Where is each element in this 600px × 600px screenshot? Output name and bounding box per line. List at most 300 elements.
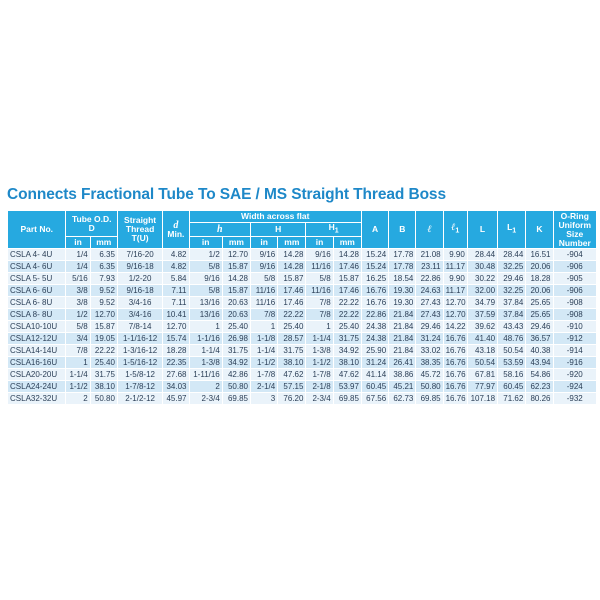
table-cell: 7/8 [251,309,278,321]
table-cell: 1 [251,321,278,333]
part-number-cell: CSLA20-20U [8,369,66,381]
table-row [8,321,597,333]
table-cell: 62.73 [389,393,416,405]
table-cell: 3/4-16 [117,309,162,321]
header-l [416,211,443,249]
table-row [8,261,597,273]
table-body [8,249,597,405]
table-cell: 15.24 [361,261,388,273]
table-cell: -910 [553,321,597,333]
table-cell: -908 [553,309,597,321]
table-cell: 53.59 [498,357,526,369]
table-cell: 1-11/16 [189,369,222,381]
table-cell: 9.90 [443,273,467,285]
table-cell: 71.62 [498,393,526,405]
table-cell: 9/16 [251,249,278,261]
part-number-cell: CSLA12-12U [8,333,66,345]
table-cell: 28.44 [498,249,526,261]
header-tube-od [66,211,117,237]
table-cell: 12.70 [222,249,250,261]
table-cell: 12.70 [443,309,467,321]
table-cell: 30.22 [467,273,497,285]
table-cell: 58.16 [498,369,526,381]
table-cell: 54.86 [526,369,553,381]
table-cell: 21.84 [389,321,416,333]
table-cell: 3/4 [66,333,90,345]
table-cell: 43.43 [498,321,526,333]
table-cell: 17.46 [278,285,306,297]
table-cell: 34.03 [163,381,189,393]
table-cell: -932 [553,393,597,405]
table-cell: 2-1/4 [251,381,278,393]
table-cell: 26.98 [222,333,250,345]
table-cell: 14.22 [443,321,467,333]
table-cell: 17.78 [389,261,416,273]
table-cell: 27.68 [163,369,189,381]
table-cell: 45.72 [416,369,443,381]
table-cell: 1-7/8 [306,369,333,381]
table-cell: 57.15 [278,381,306,393]
table-cell: 16.76 [443,369,467,381]
table-cell: 19.05 [90,333,117,345]
spec-table [7,210,597,405]
table-cell: 7.11 [163,297,189,309]
table-cell: 50.54 [467,357,497,369]
header-l1 [443,211,467,249]
table-cell: 34.92 [333,345,361,357]
table-cell: 25.40 [278,321,306,333]
table-cell: 21.84 [389,309,416,321]
table-cell: 37.84 [498,309,526,321]
header-tube-od-label: Tube O.D. [71,213,112,224]
table-cell: 5/8 [251,273,278,285]
part-number-cell: CSLA16-16U [8,357,66,369]
table-cell: 7/8 [306,297,333,309]
table-cell: 9/16 [251,261,278,273]
header-d-min [163,211,189,249]
table-cell: 33.02 [416,345,443,357]
table-row [8,249,597,261]
table-cell: 32.25 [498,285,526,297]
header-unit-in: in [66,237,90,249]
table-cell: 29.46 [416,321,443,333]
table-cell: 16.76 [443,381,467,393]
table-cell: 2-3/4 [189,393,222,405]
table-cell: 25.90 [361,345,388,357]
part-number-cell: CSLA 6- 6U [8,285,66,297]
table-cell: 1-3/8 [189,357,222,369]
table-cell: 25.40 [222,321,250,333]
table-cell: 21.84 [389,333,416,345]
table-cell: 36.57 [526,333,553,345]
table-cell: 18.54 [389,273,416,285]
table-cell: 31.24 [416,333,443,345]
table-cell: -920 [553,369,597,381]
header-oring-line3: Size Number [558,228,591,248]
header-unit-mm: mm [90,237,117,249]
header-l-symbol: ℓ [427,224,432,235]
table-cell: 38.35 [416,357,443,369]
header-d-symbol: d [173,219,179,231]
table-cell: 1/4 [66,261,90,273]
header-unit-mm: mm [333,237,361,249]
table-cell: 6.35 [90,249,117,261]
table-cell: 4.82 [163,261,189,273]
table-cell: 1-1/16 [189,333,222,345]
table-cell: 22.22 [333,297,361,309]
table-cell: 16.76 [443,393,467,405]
table-cell: 2-1/2-12 [117,393,162,405]
table-cell: 12.70 [163,321,189,333]
table-cell: -912 [553,333,597,345]
table-cell: 18.28 [526,273,553,285]
table-cell: 16.76 [443,345,467,357]
header-upper-l: L [467,211,497,249]
table-cell: 5/8 [306,273,333,285]
table-cell: 76.20 [278,393,306,405]
header-straight-thread-line2: Thread [125,224,155,234]
table-cell: 12.70 [443,297,467,309]
table-cell: 69.85 [416,393,443,405]
table-row [8,369,597,381]
table-cell: 21.84 [389,345,416,357]
table-cell: 16.76 [443,333,467,345]
part-number-cell: CSLA 6- 8U [8,297,66,309]
table-cell: 27.43 [416,309,443,321]
table-cell: 80.26 [526,393,553,405]
table-cell: 1-1/4 [66,369,90,381]
table-cell: 19.30 [389,297,416,309]
table-cell: 14.28 [333,249,361,261]
table-cell: 19.30 [389,285,416,297]
part-number-cell: CSLA14-14U [8,345,66,357]
table-cell: 60.45 [498,381,526,393]
table-cell: 5/16 [66,273,90,285]
header-h1-subscript: 1 [334,226,339,235]
table-cell: 28.57 [278,333,306,345]
header-l1-symbol: ℓ [451,222,456,234]
table-cell: 22.86 [416,273,443,285]
table-cell: 15.87 [222,261,250,273]
table-cell: 1-1/2 [306,357,333,369]
table-cell: 31.75 [278,345,306,357]
table-cell: 1/2 [66,309,90,321]
table-cell: 7/16-20 [117,249,162,261]
table-cell: 22.35 [163,357,189,369]
table-cell: 22.22 [333,309,361,321]
table-cell: 16.76 [443,357,467,369]
table-row [8,273,597,285]
header-k: K [526,211,553,249]
header-h1-symbol: H [328,222,335,233]
header-a: A [361,211,388,249]
part-number-cell: CSLA10-10U [8,321,66,333]
table-cell: 11/16 [251,285,278,297]
table-cell: 14.28 [278,249,306,261]
table-cell: 1 [66,357,90,369]
table-cell: 32.25 [498,261,526,273]
table-cell: 17.46 [333,285,361,297]
part-number-cell: CSLA32-32U [8,393,66,405]
table-cell: 24.38 [361,333,388,345]
table-cell: 1-3/8 [306,345,333,357]
table-cell: 45.21 [389,381,416,393]
table-cell: 38.10 [278,357,306,369]
table-cell: 1-1/2 [66,381,90,393]
table-cell: 1-1/8 [251,333,278,345]
table-cell: 9.52 [90,297,117,309]
table-cell: 41.40 [467,333,497,345]
table-cell: 9/16 [189,273,222,285]
header-unit-mm: mm [222,237,250,249]
header-oring-line2: Uniform [558,219,592,230]
table-cell: 29.46 [526,321,553,333]
header-straight-thread [117,211,162,249]
table-cell: 20.06 [526,285,553,297]
table-cell: 16.76 [361,285,388,297]
table-cell: 12.70 [90,309,117,321]
table-cell: 50.54 [498,345,526,357]
part-number-cell: CSLA24-24U [8,381,66,393]
table-cell: 15.87 [222,285,250,297]
table-cell: 29.46 [498,273,526,285]
table-cell: 2-1/8 [306,381,333,393]
header-unit-mm: mm [278,237,306,249]
table-cell: 30.48 [467,261,497,273]
table-cell: 50.80 [90,393,117,405]
header-width-across-flat: Width across flat [189,211,361,223]
header-upper-l1-symbol: L [507,222,513,233]
table-cell: 25.40 [90,357,117,369]
table-cell: 11/16 [306,285,333,297]
table-cell: 67.56 [361,393,388,405]
table-cell: 1/2-20 [117,273,162,285]
table-cell: 11/16 [306,261,333,273]
header-unit-in: in [306,237,333,249]
table-cell: 2 [189,381,222,393]
table-cell: 25.65 [526,309,553,321]
table-cell: 34.79 [467,297,497,309]
table-cell: 20.63 [222,297,250,309]
table-cell: 37.84 [498,297,526,309]
table-cell: 38.10 [90,381,117,393]
table-cell: 17.46 [278,297,306,309]
table-cell: 15.87 [333,273,361,285]
table-cell: -908 [553,297,597,309]
header-straight-thread-line1: Straight [124,215,157,225]
table-cell: 31.75 [222,345,250,357]
table-cell: 7/8 [306,309,333,321]
table-cell: -914 [553,345,597,357]
table-cell: 38.86 [389,369,416,381]
table-cell: 22.86 [361,309,388,321]
table-cell: 41.14 [361,369,388,381]
table-cell: 25.40 [333,321,361,333]
table-cell: 5.84 [163,273,189,285]
table-cell: 28.44 [467,249,497,261]
table-cell: 31.75 [333,333,361,345]
table-cell: 13/16 [189,297,222,309]
table-cell: 11.17 [443,285,467,297]
page-title: Connects Fractional Tube To SAE / MS Straight Thread Boss [7,186,446,203]
table-cell: 77.97 [467,381,497,393]
table-cell: 18.28 [163,345,189,357]
table-cell: 7/8 [66,345,90,357]
table-cell: 48.76 [498,333,526,345]
table-cell: 67.81 [467,369,497,381]
header-h-small [189,223,251,237]
table-cell: 4.82 [163,249,189,261]
table-cell: 37.59 [467,309,497,321]
header-oring-line1: O-Ring [560,210,589,221]
header-d-min-label: Min. [167,228,185,239]
table-cell: -924 [553,381,597,393]
table-cell: 25.65 [526,297,553,309]
table-cell: 1-5/8-12 [117,369,162,381]
table-cell: 27.43 [416,297,443,309]
table-cell: 38.10 [333,357,361,369]
header-straight-thread-line3: T(U) [131,233,149,243]
table-cell: 6.35 [90,261,117,273]
table-cell: 9.52 [90,285,117,297]
header-unit-in: in [189,237,222,249]
table-cell: 47.62 [278,369,306,381]
table-row [8,345,597,357]
table-cell: -905 [553,273,597,285]
part-number-cell: CSLA 4- 6U [8,261,66,273]
header-h-small-symbol: h [216,224,223,235]
table-cell: -906 [553,285,597,297]
table-cell: 21.08 [416,249,443,261]
table-cell: 62.23 [526,381,553,393]
table-cell: 1/2 [189,249,222,261]
table-cell: 34.92 [222,357,250,369]
table-cell: 5/8 [189,261,222,273]
table-cell: 7.11 [163,285,189,297]
table-cell: 32.00 [467,285,497,297]
header-upper-l1 [498,211,526,249]
table-cell: 11/16 [251,297,278,309]
table-cell: 1/4 [66,249,90,261]
table-cell: 16.51 [526,249,553,261]
table-cell: 9/16-18 [117,261,162,273]
table-cell: 20.63 [222,309,250,321]
table-cell: 42.86 [222,369,250,381]
header-h1 [306,223,362,237]
table-cell: 2 [66,393,90,405]
header-part-no: Part No. [8,211,66,249]
table-cell: 1-1/4 [189,345,222,357]
table-cell: 1-1/16-12 [117,333,162,345]
table-cell: 24.63 [416,285,443,297]
header-l1-subscript: 1 [455,226,460,235]
table-cell: -916 [553,357,597,369]
table-row [8,393,597,405]
table-cell: 15.87 [90,321,117,333]
table-cell: 7.93 [90,273,117,285]
table-cell: 43.94 [526,357,553,369]
table-cell: 17.46 [333,261,361,273]
table-cell: 60.45 [361,381,388,393]
table-cell: -906 [553,261,597,273]
table-cell: 3/8 [66,285,90,297]
table-cell: 22.22 [90,345,117,357]
table-cell: 11.17 [443,261,467,273]
table-cell: 1 [189,321,222,333]
table-cell: 1-5/16-12 [117,357,162,369]
table-cell: 1-1/4 [251,345,278,357]
table-cell: 15.74 [163,333,189,345]
table-cell: 53.97 [333,381,361,393]
table-cell: 3/8 [66,297,90,309]
table-cell: 39.62 [467,321,497,333]
table-cell: 50.80 [416,381,443,393]
table-cell: 15.87 [278,273,306,285]
header-tube-od-symbol: D [88,222,95,233]
table-cell: 1 [306,321,333,333]
table-cell: 10.41 [163,309,189,321]
table-cell: 31.24 [361,357,388,369]
table-cell: 26.41 [389,357,416,369]
table-cell: 24.38 [361,321,388,333]
part-number-cell: CSLA 5- 5U [8,273,66,285]
table-row [8,333,597,345]
table-cell: -904 [553,249,597,261]
part-number-cell: CSLA 8- 8U [8,309,66,321]
table-row [8,381,597,393]
table-cell: 17.78 [389,249,416,261]
table-cell: 3/4-16 [117,297,162,309]
table-cell: 13/16 [189,309,222,321]
table-row [8,297,597,309]
header-b: B [389,211,416,249]
table-cell: 69.85 [333,393,361,405]
table-cell: 3 [251,393,278,405]
table-row [8,357,597,369]
table-cell: 107.18 [467,393,497,405]
table-cell: 23.11 [416,261,443,273]
table-row [8,309,597,321]
table-cell: 69.85 [222,393,250,405]
part-number-cell: CSLA 4- 4U [8,249,66,261]
table-cell: 22.22 [278,309,306,321]
table-cell: 1-3/16-12 [117,345,162,357]
table-cell: 45.97 [163,393,189,405]
header-h-large: H [251,223,306,237]
table-cell: 20.06 [526,261,553,273]
table-cell: 1-1/2 [251,357,278,369]
table-cell: 16.25 [361,273,388,285]
table-cell: 9.90 [443,249,467,261]
header-oring [553,211,597,249]
table-cell: 31.75 [90,369,117,381]
table-row [8,285,597,297]
table-cell: 50.80 [222,381,250,393]
table-cell: 2-3/4 [306,393,333,405]
header-upper-l1-subscript: 1 [512,226,517,235]
table-cell: 43.18 [467,345,497,357]
table-cell: 9/16-18 [117,285,162,297]
table-cell: 16.76 [361,297,388,309]
table-cell: 1-1/4 [306,333,333,345]
table-cell: 47.62 [333,369,361,381]
table-cell: 14.28 [278,261,306,273]
table-cell: 40.38 [526,345,553,357]
table-cell: 1-7/8-12 [117,381,162,393]
table-cell: 7/8-14 [117,321,162,333]
table-cell: 14.28 [222,273,250,285]
table-cell: 5/8 [66,321,90,333]
